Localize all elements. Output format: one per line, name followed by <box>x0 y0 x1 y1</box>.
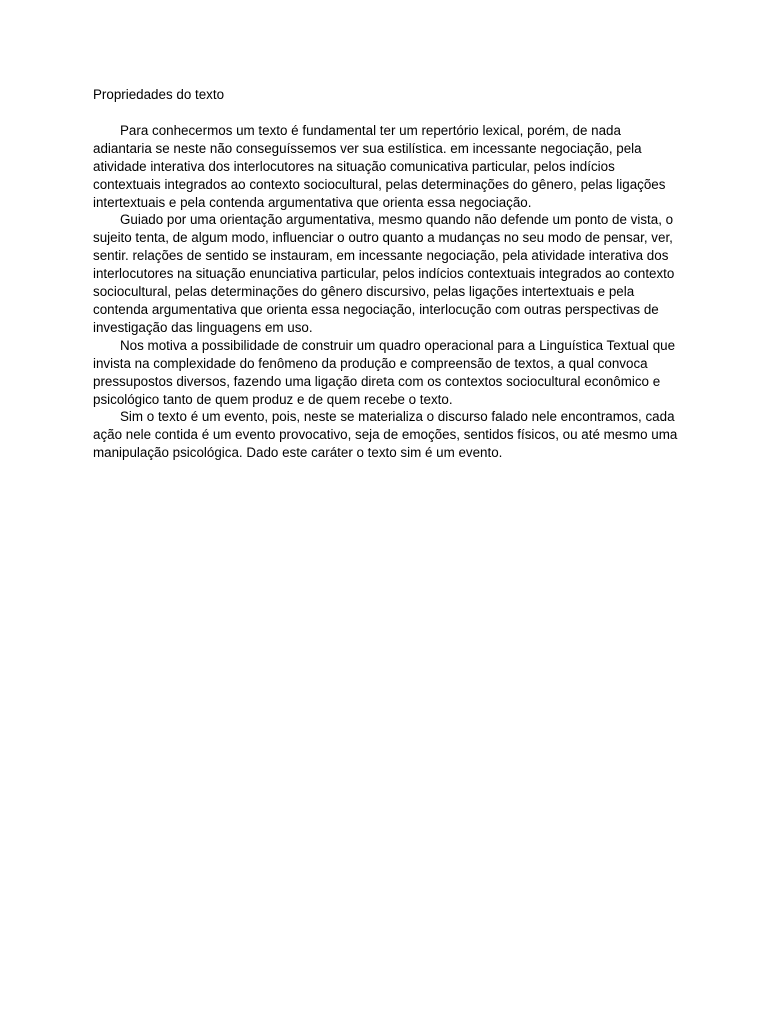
paragraph-1: Para conhecermos um texto é fundamental ter um repertório lexical, porém, de nada adiantaria se neste não conseguíssemos ver sua estilística. em incessante negociação, pela atividade interativa dos interlocutores na situação comunicativa particular, pelos indícios contextuais integrados ao contexto sociocultural, pelas determinações do gênero, pelas ligações intertextuais e pela contenda argumentativa que orienta essa negociação. <box>93 122 666 210</box>
document-body <box>93 86 678 462</box>
paragraph-2: Guiado por uma orientação argumentativa, mesmo quando não defende um ponto de vista, o sujeito tenta, de algum modo, influenciar o outro quanto a mudanças no seu modo de pensar, ver, sentir. relações de sentido se instauram, em incessante negociação, pela atividade interativa dos interlocutores na situação enunciativa particular, pelos indícios contextuais integrados ao contexto sociocultural, pelas determinações do gênero discursivo, pelas ligações intertextuais e pela contenda argumentativa que orienta essa negociação, interlocução com outras perspectivas de investigação das linguagens em uso. <box>93 212 675 335</box>
paragraph-3: Nos motiva a possibilidade de construir um quadro operacional para a Linguística Textual que invista na complexidade do fenômeno da produção e compreensão de textos, a qual convoca pressupostos diversos, fazendo uma ligação direta com os contextos sociocultural econômico e psicológico tanto de quem produz e de quem recebe o texto. <box>93 337 676 407</box>
paragraph-4: Sim o texto é um evento, pois, neste se materializa o discurso falado nele encontramos, cada ação nele contida é um evento provocativo, seja de emoções, sentidos físicos, ou até mesmo uma manipulação psicológica. Dado este caráter o texto sim é um evento. <box>93 409 678 461</box>
document-title: Propriedades do texto <box>93 87 225 102</box>
